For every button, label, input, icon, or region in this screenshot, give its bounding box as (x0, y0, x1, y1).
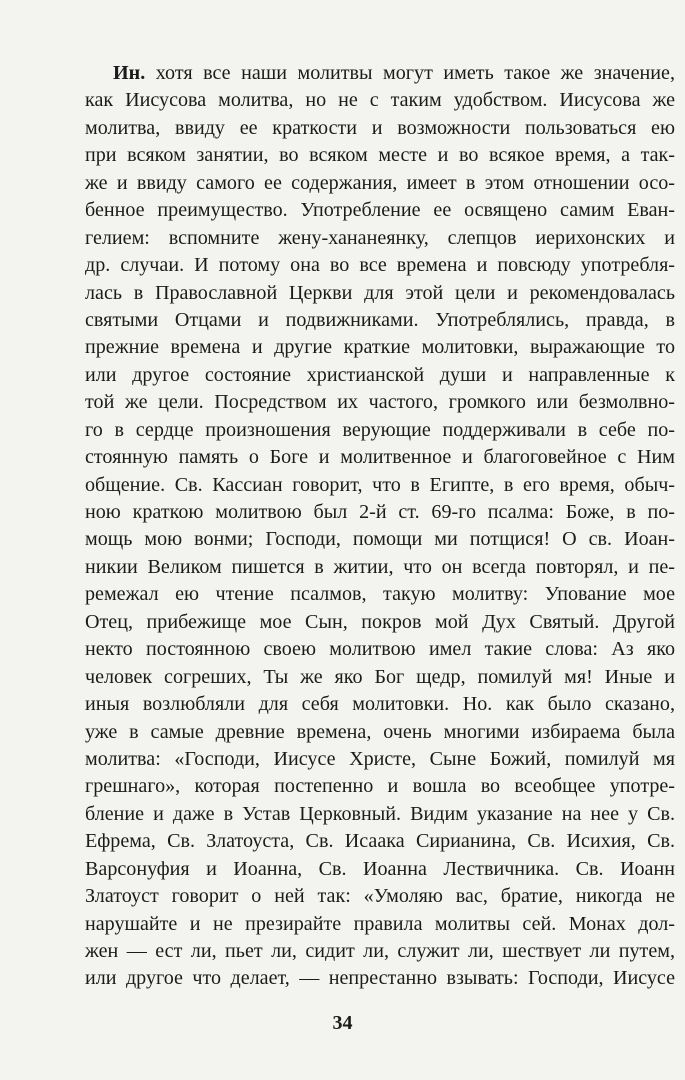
text-line: нарушайте и не презирайте правила молитвы сей. Монах дол- (85, 912, 675, 935)
text-line: той же цели. Посредством их частого, громкого или безмолвно- (85, 391, 675, 414)
text-line: прежние времена и другие краткие молитовки, выражающие то (85, 336, 675, 359)
text-line: ною краткою молитвою был 2-й ст. 69-го псалма: Боже, в по- (85, 501, 675, 523)
text-line: при всяком занятии, во всяком месте и во всякое время, а так- (85, 144, 675, 167)
text-line: стоянную память о Боге и молитвенное и благоговейное с Ним (85, 446, 675, 469)
text-line: уже в самые древние времена, очень многими избираема была (85, 720, 675, 743)
speaker-abbreviation: Ин. (113, 62, 146, 84)
text-line: мощь мою вонми; Господи, помощи ми потщися! О св. Иоан- (85, 528, 675, 551)
text-line: Варсонуфия и Иоанна, Св. Иоанна Лествичника. Св. Иоанн (85, 857, 675, 880)
text-line: Ефрема, Св. Златоуста, Св. Исаака Сирианина, Св. Исихия, Св. (85, 830, 675, 853)
text-line: иныя возлюбляли для себя молитовки. Но. как было сказано, (85, 693, 675, 716)
text-line: др. случаи. И потому она во все времена и повсюду употребля- (85, 254, 675, 277)
page-number: 34 (332, 1012, 353, 1034)
text-line: жен — ест ли, пьет ли, сидит ли, служит ли, шествует ли путем, (85, 940, 675, 962)
body-paragraph (85, 60, 675, 993)
text-line: человек согреших, Ты же яко Бог щедр, помилуй мя! Иные и (85, 665, 675, 688)
text-line: как Иисусова молитва, но не с таким удобством. Иисусова же (85, 89, 675, 112)
text-line: бенное преимущество. Употребление ее освящено самим Еван- (85, 199, 675, 222)
text-line: или другое состояние христианской души и направленные к (85, 363, 675, 386)
text-line-content: хотя все наши молитвы могут иметь такое же значение, (145, 62, 675, 84)
text-line (85, 60, 675, 87)
text-line: или другое что делает, — непрестанно взывать: Господи, Иисусе (85, 967, 675, 990)
text-line: святыми Отцами и подвижниками. Употреблялись, правда, в (85, 308, 675, 331)
text-line: общение. Св. Кассиан говорит, что в Египте, в его время, обыч- (85, 473, 675, 496)
text-line: гелием: вспомните жену-хананеянку, слепцов иерихонских и (85, 226, 675, 249)
text-line: Отец, прибежище мое Сын, покров мой Дух Святый. Другой (85, 610, 675, 633)
text-line: грешнаго», которая постепенно и вошла во всеобщее употре- (85, 775, 675, 798)
text-line: бление и даже в Устав Церковный. Видим указание на нее у Св. (85, 802, 675, 825)
text-line: некто постоянною своею молитвою имел такие слова: Аз яко (85, 638, 675, 661)
text-line: молитва, ввиду ее краткости и возможности пользоваться ею (85, 116, 675, 139)
text-line: молитва: «Господи, Иисусе Христе, Сыне Божий, помилуй мя (85, 747, 675, 770)
text-line: никии Великом пишется в житии, что он всегда повторял, и пе- (85, 555, 675, 578)
text-line: лась в Православной Церкви для этой цели и рекомендовалась (85, 281, 675, 304)
text-line: го в сердце произношения верующие поддерживали в себе по- (85, 418, 675, 441)
text-line: ремежал ею чтение псалмов, такую молитву: Упование мое (85, 583, 675, 606)
text-line: же и ввиду самого ее содержания, имеет в этом отношении осо- (85, 171, 675, 194)
text-line: Златоуст говорит о ней так: «Умоляю вас, братие, никогда не (85, 885, 675, 908)
